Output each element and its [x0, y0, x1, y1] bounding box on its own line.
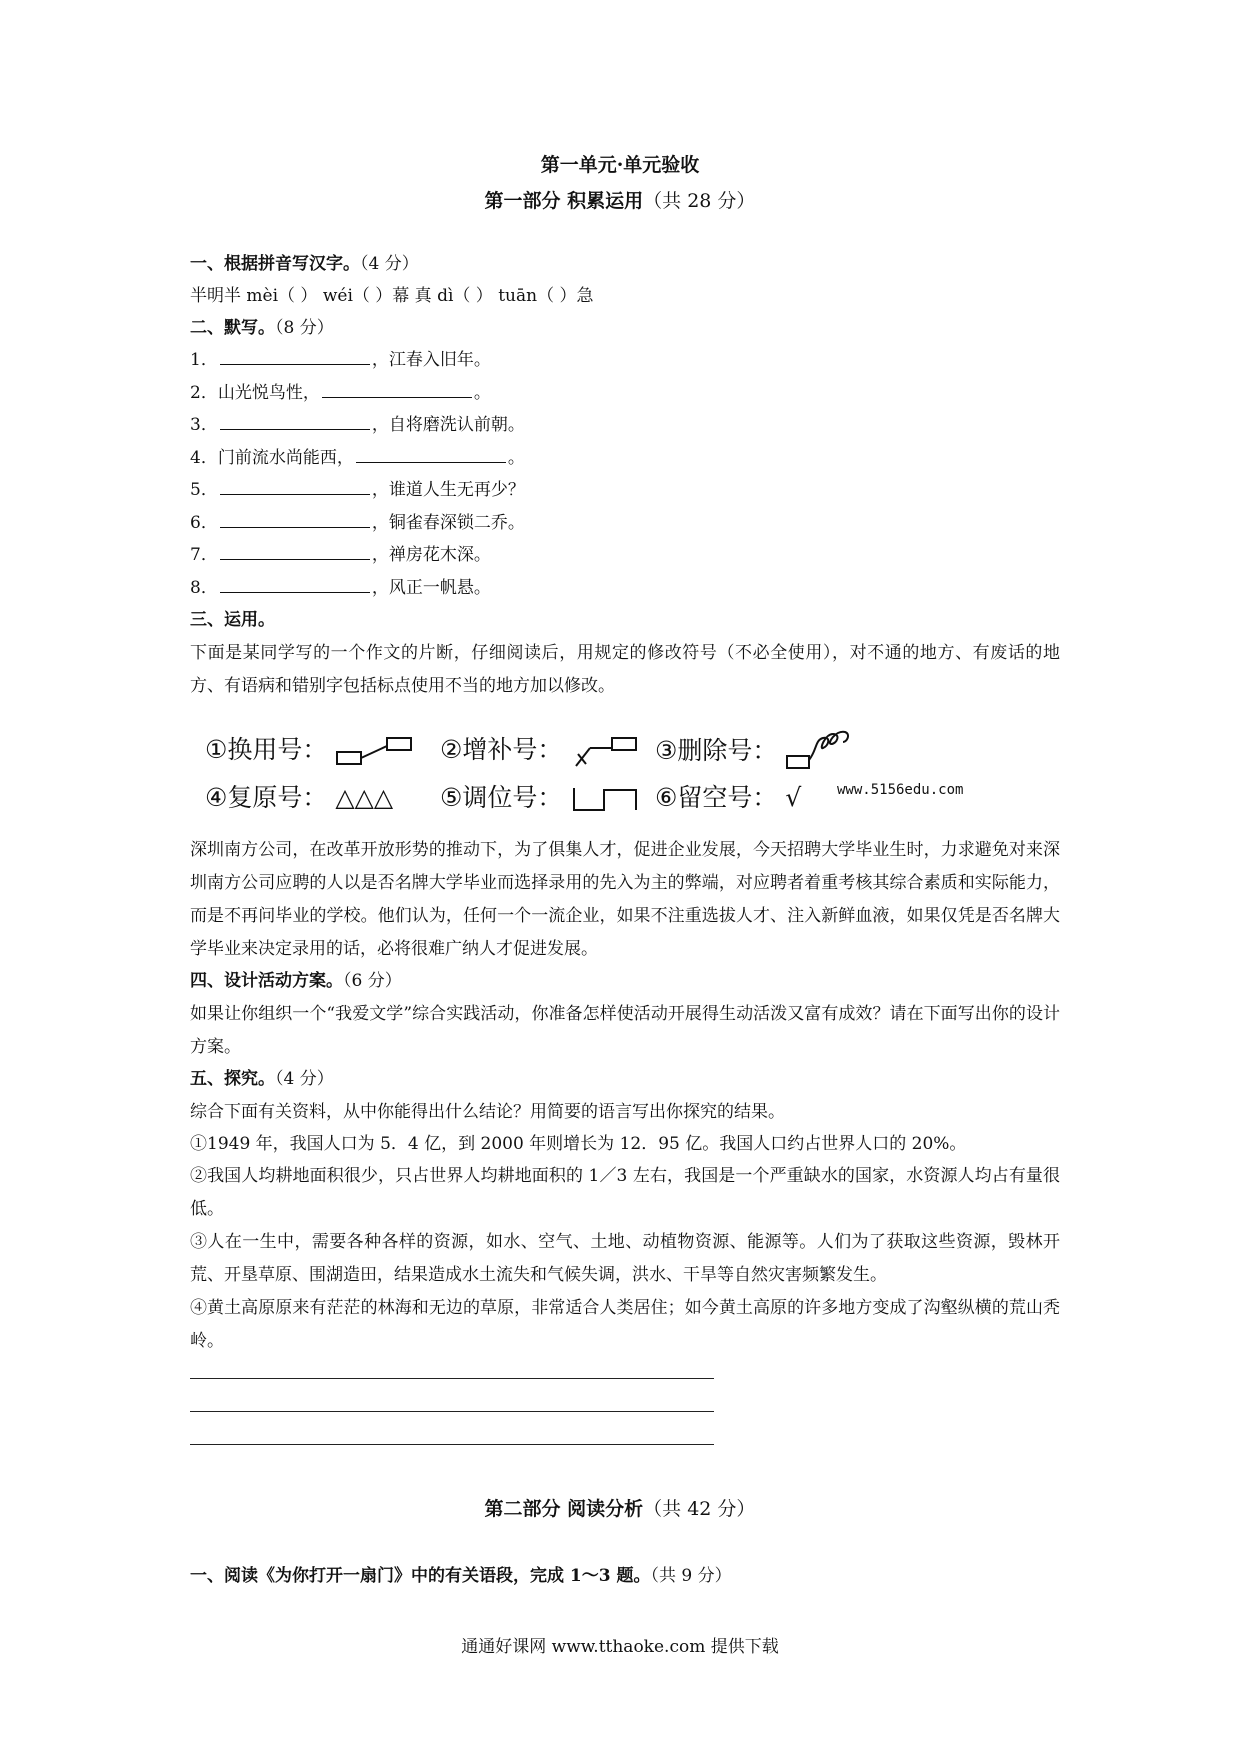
q3-passage: 深圳南方公司，在改革开放形势的推动下，为了俱集人才，促进企业发展，今天招聘大学毕业生时，力求避免对来深圳南方公司应聘的人以是否名牌大学毕业而选择录用的先入为主的弊端，对应聘者着重考核其综合素质和实际能力，而是不再问毕业的学校。他们认为，任何一个一流企业，如果不注重选拔人才、注入新鲜血液，如果仅凭是否名牌大学毕业来决定录用的话，必将很难广纳人才促进发展。 [190, 840, 1060, 959]
dictation-number: 6． [190, 512, 218, 533]
symbol-restore-label: ④复原号： [205, 783, 328, 812]
q3-intro: 下面是某同学写的一个作文的片断，仔细阅读后，用规定的修改符号（不必全使用），对不通的地方、有废话的地方、有语病和错别字包括标点使用不当的地方加以修改。 [190, 643, 1060, 696]
replace-mark-icon [335, 734, 415, 768]
symbol-insert-label: ②增补号： [440, 735, 563, 764]
answer-line[interactable] [190, 1378, 714, 1379]
dictation-number: 5． [190, 480, 218, 500]
transpose-mark-icon [570, 784, 640, 814]
dictation-item [190, 539, 1060, 571]
part1-label: 第一部分 积累运用 [484, 190, 644, 212]
dictation-blank[interactable] [356, 442, 506, 463]
symbol-replace-label: ①换用号： [205, 735, 328, 764]
dictation-number: 8． [190, 577, 218, 598]
symbol-replace [205, 730, 415, 768]
page-title: 第一单元·单元验收 [540, 154, 700, 176]
watermark-url: www.5156edu.com [837, 782, 964, 798]
dictation-number: 2． [190, 382, 218, 403]
dictation-given-text: ，谁道人生无再少？ [371, 480, 525, 500]
dictation-item [190, 442, 1060, 474]
dictation-blank[interactable] [220, 507, 370, 528]
dictation-given-text: ，风正一帆悬。 [371, 577, 491, 598]
q1-head: 一、根据拼音写汉字。 [190, 254, 360, 274]
dictation-number: 4． [190, 447, 218, 468]
dictation-item [190, 572, 1060, 604]
symbol-space [655, 778, 801, 814]
dictation-blank[interactable] [220, 474, 370, 495]
q1-heading [190, 248, 1060, 280]
q1-points: （4 分） [360, 254, 419, 274]
dictation-given-text: 山光悦鸟性， [217, 382, 320, 403]
dictation-blank[interactable] [220, 409, 370, 430]
dictation-blank[interactable] [220, 344, 370, 365]
q5-heading [190, 1063, 1060, 1095]
q5-material-3: ③人在一生中，需要各种各样的资源，如水、空气、土地、动植物资源、能源等。人们为了获取这些资源，毁林开荒、开垦草原、围湖造田，结果造成水土流失和气候失调，洪水、干旱等自然灾害频繁发生。 [190, 1232, 1060, 1285]
symbol-insert [440, 730, 640, 768]
edit-symbols-figure [205, 730, 995, 822]
insert-mark-icon [570, 734, 640, 768]
q5-material-1: ①1949 年，我国人口为 5．4 亿，到 2000 年则增长为 12．95 亿。我国人口约占世界人口的 20%。 [190, 1134, 967, 1154]
dictation-number: 7． [190, 545, 218, 565]
q2-heading [190, 312, 1060, 344]
dictation-item [190, 344, 1060, 376]
q5-points: （4 分） [275, 1069, 334, 1089]
part2-heading [0, 1494, 1240, 1521]
reading-q1-heading [190, 1560, 1060, 1592]
q4-head: 四、设计活动方案。 [190, 971, 343, 991]
dictation-given-text: ，江春入旧年。 [371, 350, 491, 370]
page-footer: 通通好课网 www.tthaoke.com 提供下载 [461, 1637, 779, 1657]
reading-q1-points: （共 9 分） [650, 1566, 732, 1586]
symbol-delete-label: ③删除号： [655, 736, 778, 765]
dictation-given-text: ，禅房花木深。 [371, 545, 491, 565]
dictation-given-text: ，铜雀春深锁二乔。 [371, 512, 525, 533]
space-mark-icon: √ [785, 783, 802, 812]
q2-points: （8 分） [275, 318, 334, 338]
part1-heading [0, 186, 1240, 213]
reading-q1-head: 一、阅读《为你打开一扇门》中的有关语段，完成 1～3 题。 [190, 1566, 651, 1586]
q4-text: 如果让你组织一个“我爱文学”综合实践活动，你准备怎样使活动开展得生动活泼又富有成效？请在下面写出你的设计方案。 [190, 1004, 1060, 1057]
part1-points: （共 28 分） [643, 190, 756, 212]
q4-points: （6 分） [343, 971, 402, 991]
dictation-item [190, 474, 1060, 506]
dictation-blank[interactable] [220, 572, 370, 593]
answer-line[interactable] [190, 1444, 714, 1445]
restore-mark-icon: △△△ [335, 783, 394, 812]
dictation-given-text: 。 [473, 382, 491, 403]
dictation-given-text: ，自将磨洗认前朝。 [371, 415, 525, 435]
q5-head: 五、探究。 [190, 1069, 275, 1089]
dictation-number: 1． [190, 350, 218, 370]
dictation-blank[interactable] [322, 377, 472, 398]
delete-mark-icon [785, 730, 855, 774]
q5-intro: 综合下面有关资料，从中你能得出什么结论？用简要的语言写出你探究的结果。 [190, 1102, 785, 1122]
symbol-transpose-label: ⑤调位号： [440, 783, 563, 812]
dictation-given-text: 。 [507, 447, 525, 468]
answer-line[interactable] [190, 1411, 714, 1412]
dictation-given-text: 门前流水尚能西， [217, 447, 354, 468]
q1-pinyin-line: 半明半 mèi（ ） wéi（ ）幕 真 dì（ ） tuān（ ）急 [190, 286, 594, 306]
symbol-delete [655, 730, 855, 774]
q4-heading [190, 965, 1060, 997]
dictation-item [190, 507, 1060, 539]
dictation-item [190, 377, 1060, 409]
q3-heading: 三、运用。 [190, 610, 275, 630]
dictation-blank[interactable] [220, 539, 370, 560]
q5-material-2: ②我国人均耕地面积很少，只占世界人均耕地面积的 1／3 左右，我国是一个严重缺水的国家，水资源人均占有量很低。 [190, 1166, 1060, 1219]
q5-material-4: ④黄土高原原来有茫茫的林海和无边的草原，非常适合人类居住；如今黄土高原的许多地方变成了沟壑纵横的荒山秃岭。 [190, 1298, 1060, 1351]
symbol-transpose [440, 778, 640, 814]
part2-points: （共 42 分） [643, 1498, 756, 1520]
part2-label: 第二部分 阅读分析 [484, 1498, 644, 1520]
dictation-item [190, 409, 1060, 441]
symbol-space-label: ⑥留空号： [655, 783, 778, 812]
dictation-number: 3． [190, 415, 218, 435]
q2-head: 二、默写。 [190, 318, 275, 338]
symbol-restore [205, 778, 393, 814]
